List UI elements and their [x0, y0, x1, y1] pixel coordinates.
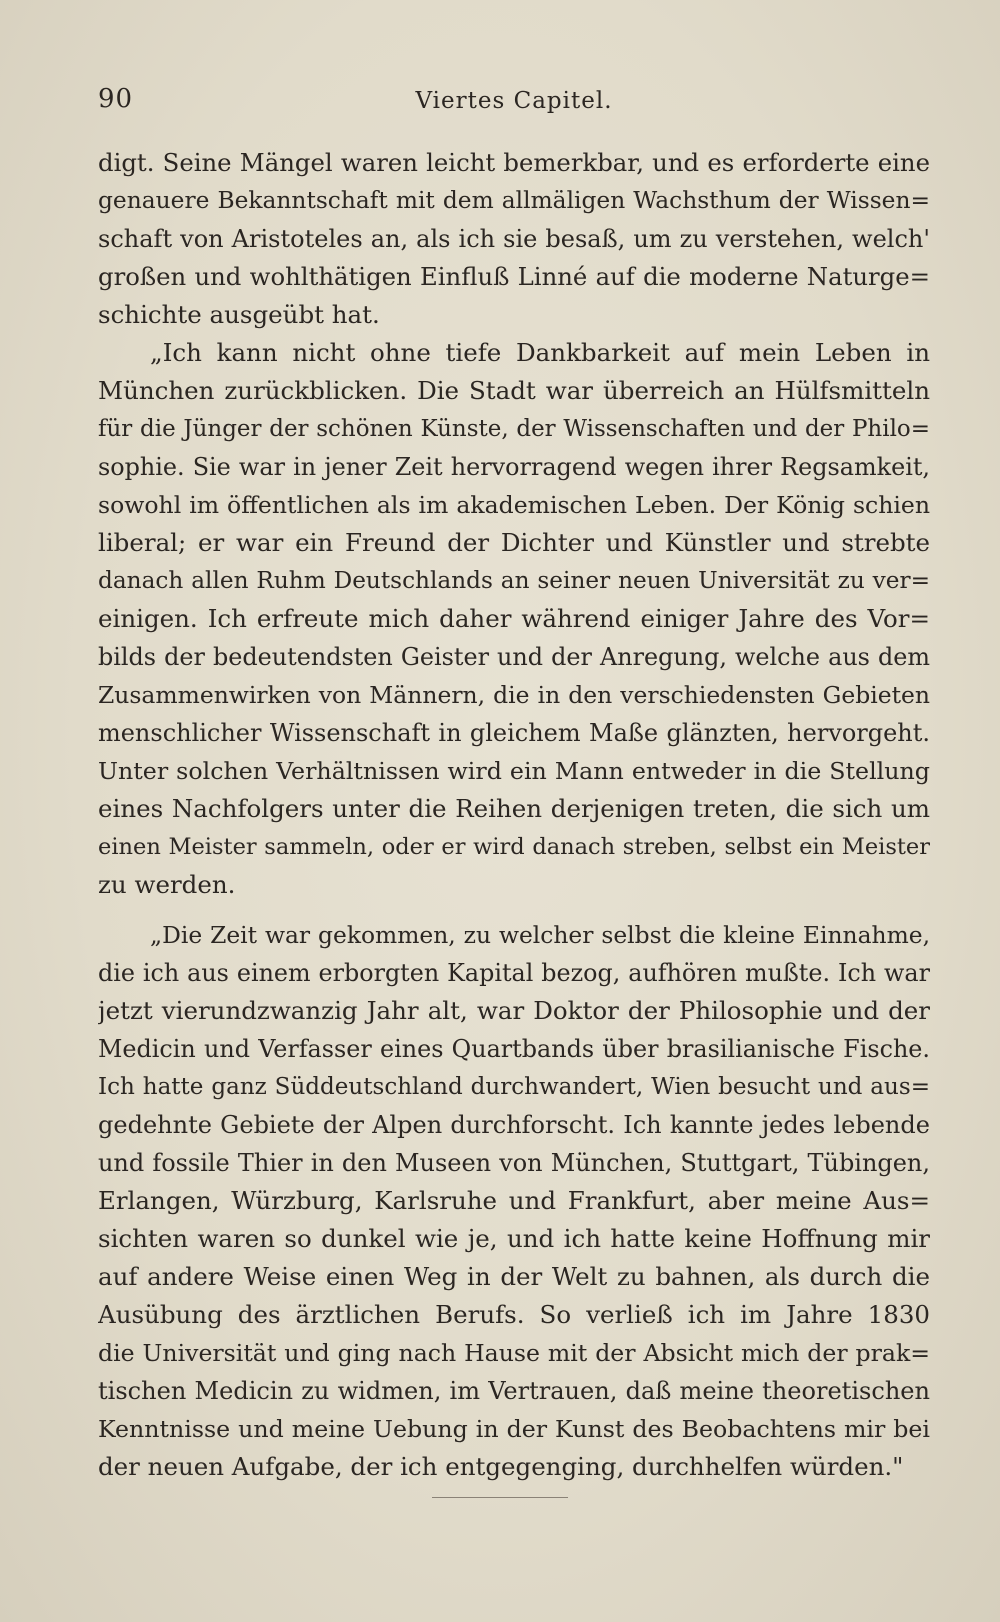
text-line: sowohl im öffentlichen als im akademischen Leben. Der König schien [98, 491, 930, 519]
text-line: schaft von Aristoteles an, als ich sie besaß, um zu verstehen, welch' [98, 225, 930, 253]
text-line: digt. Seine Mängel waren leicht bemerkbar, und es erforderte eine [98, 148, 930, 177]
text-line: Erlangen, Würzburg, Karlsruhe und Frankfurt, aber meine Aus= [98, 1186, 930, 1215]
text-line: menschlicher Wissenschaft in gleichem Maße glänzten, hervorgeht. [98, 719, 930, 747]
text-line: jetzt vierundzwanzig Jahr alt, war Doktor der Philosophie und der [98, 996, 930, 1025]
text-line: „Ich kann nicht ohne tiefe Dankbarkeit auf mein Leben in [150, 338, 930, 367]
text-line: Zusammenwirken von Männern, die in den verschiedensten Gebieten [98, 681, 930, 709]
page-number: 90 [98, 84, 134, 114]
paragraph-gap [98, 904, 930, 916]
text-line: sophie. Sie war in jener Zeit hervorragend wegen ihrer Regsamkeit, [98, 453, 930, 481]
end-rule [432, 1497, 568, 1498]
text-line: Kenntnisse und meine Uebung in der Kunst des Beobachtens mir bei [98, 1415, 930, 1443]
text-line: eines Nachfolgers unter die Reihen derjenigen treten, die sich um [98, 794, 930, 823]
page-header [98, 84, 930, 124]
body-text [98, 144, 930, 1486]
text-line: die Universität und ging nach Hause mit der Absicht mich der prak= [98, 1339, 930, 1367]
text-line: Medicin und Verfasser eines Quartbands über brasilianische Fische. [98, 1035, 930, 1063]
text-line: Unter solchen Verhältnissen wird ein Mann entweder in die Stellung [98, 757, 930, 785]
running-head: Viertes Capitel. [415, 88, 613, 114]
paragraph-3 [98, 916, 930, 1486]
text-line: bilds der bedeutendsten Geister und der Anregung, welche aus dem [98, 643, 930, 671]
text-line: auf andere Weise einen Weg in der Welt zu bahnen, als durch die [98, 1262, 930, 1291]
text-line: großen und wohlthätigen Einfluß Linné auf die moderne Naturge= [98, 262, 930, 291]
text-line: einigen. Ich erfreute mich daher während einiger Jahre des Vor= [98, 604, 930, 633]
text-line: schichte ausgeübt hat. [98, 300, 380, 329]
text-line: für die Jünger der schönen Künste, der Wissenschaften und der Philo= [98, 416, 930, 442]
text-line: „Die Zeit war gekommen, zu welcher selbst die kleine Einnahme, [150, 921, 930, 949]
text-line: und fossile Thier in den Museen von München, Stuttgart, Tübingen, [98, 1149, 930, 1177]
text-line: danach allen Ruhm Deutschlands an seiner neuen Universität zu ver= [98, 567, 930, 594]
text-line: einen Meister sammeln, oder er wird danach streben, selbst ein Meister [98, 834, 930, 860]
text-line: gedehnte Gebiete der Alpen durchforscht. Ich kannte jedes lebende [98, 1111, 930, 1139]
text-line: zu werden. [98, 870, 236, 899]
text-line: die ich aus einem erborgten Kapital bezog, aufhören mußte. Ich war [98, 959, 930, 987]
text-line: tischen Medicin zu widmen, im Vertrauen, daß meine theoretischen [98, 1377, 930, 1405]
paragraph-2 [98, 334, 930, 904]
text-line: Ich hatte ganz Süddeutschland durchwandert, Wien besucht und aus= [98, 1074, 930, 1100]
paragraph-1 [98, 144, 930, 334]
text-line: München zurückblicken. Die Stadt war überreich an Hülfsmitteln [98, 376, 930, 405]
text-line: sichten waren so dunkel wie je, und ich hatte keine Hoffnung mir [98, 1224, 930, 1253]
text-line: genauere Bekanntschaft mit dem allmäligen Wachsthum der Wissen= [98, 187, 930, 214]
text-line: Ausübung des ärztlichen Berufs. So verließ ich im Jahre 1830 [98, 1300, 930, 1329]
text-line: der neuen Aufgabe, der ich entgegenging, durchhelfen würden." [98, 1452, 904, 1481]
text-line: liberal; er war ein Freund der Dichter und Künstler und strebte [98, 528, 930, 557]
